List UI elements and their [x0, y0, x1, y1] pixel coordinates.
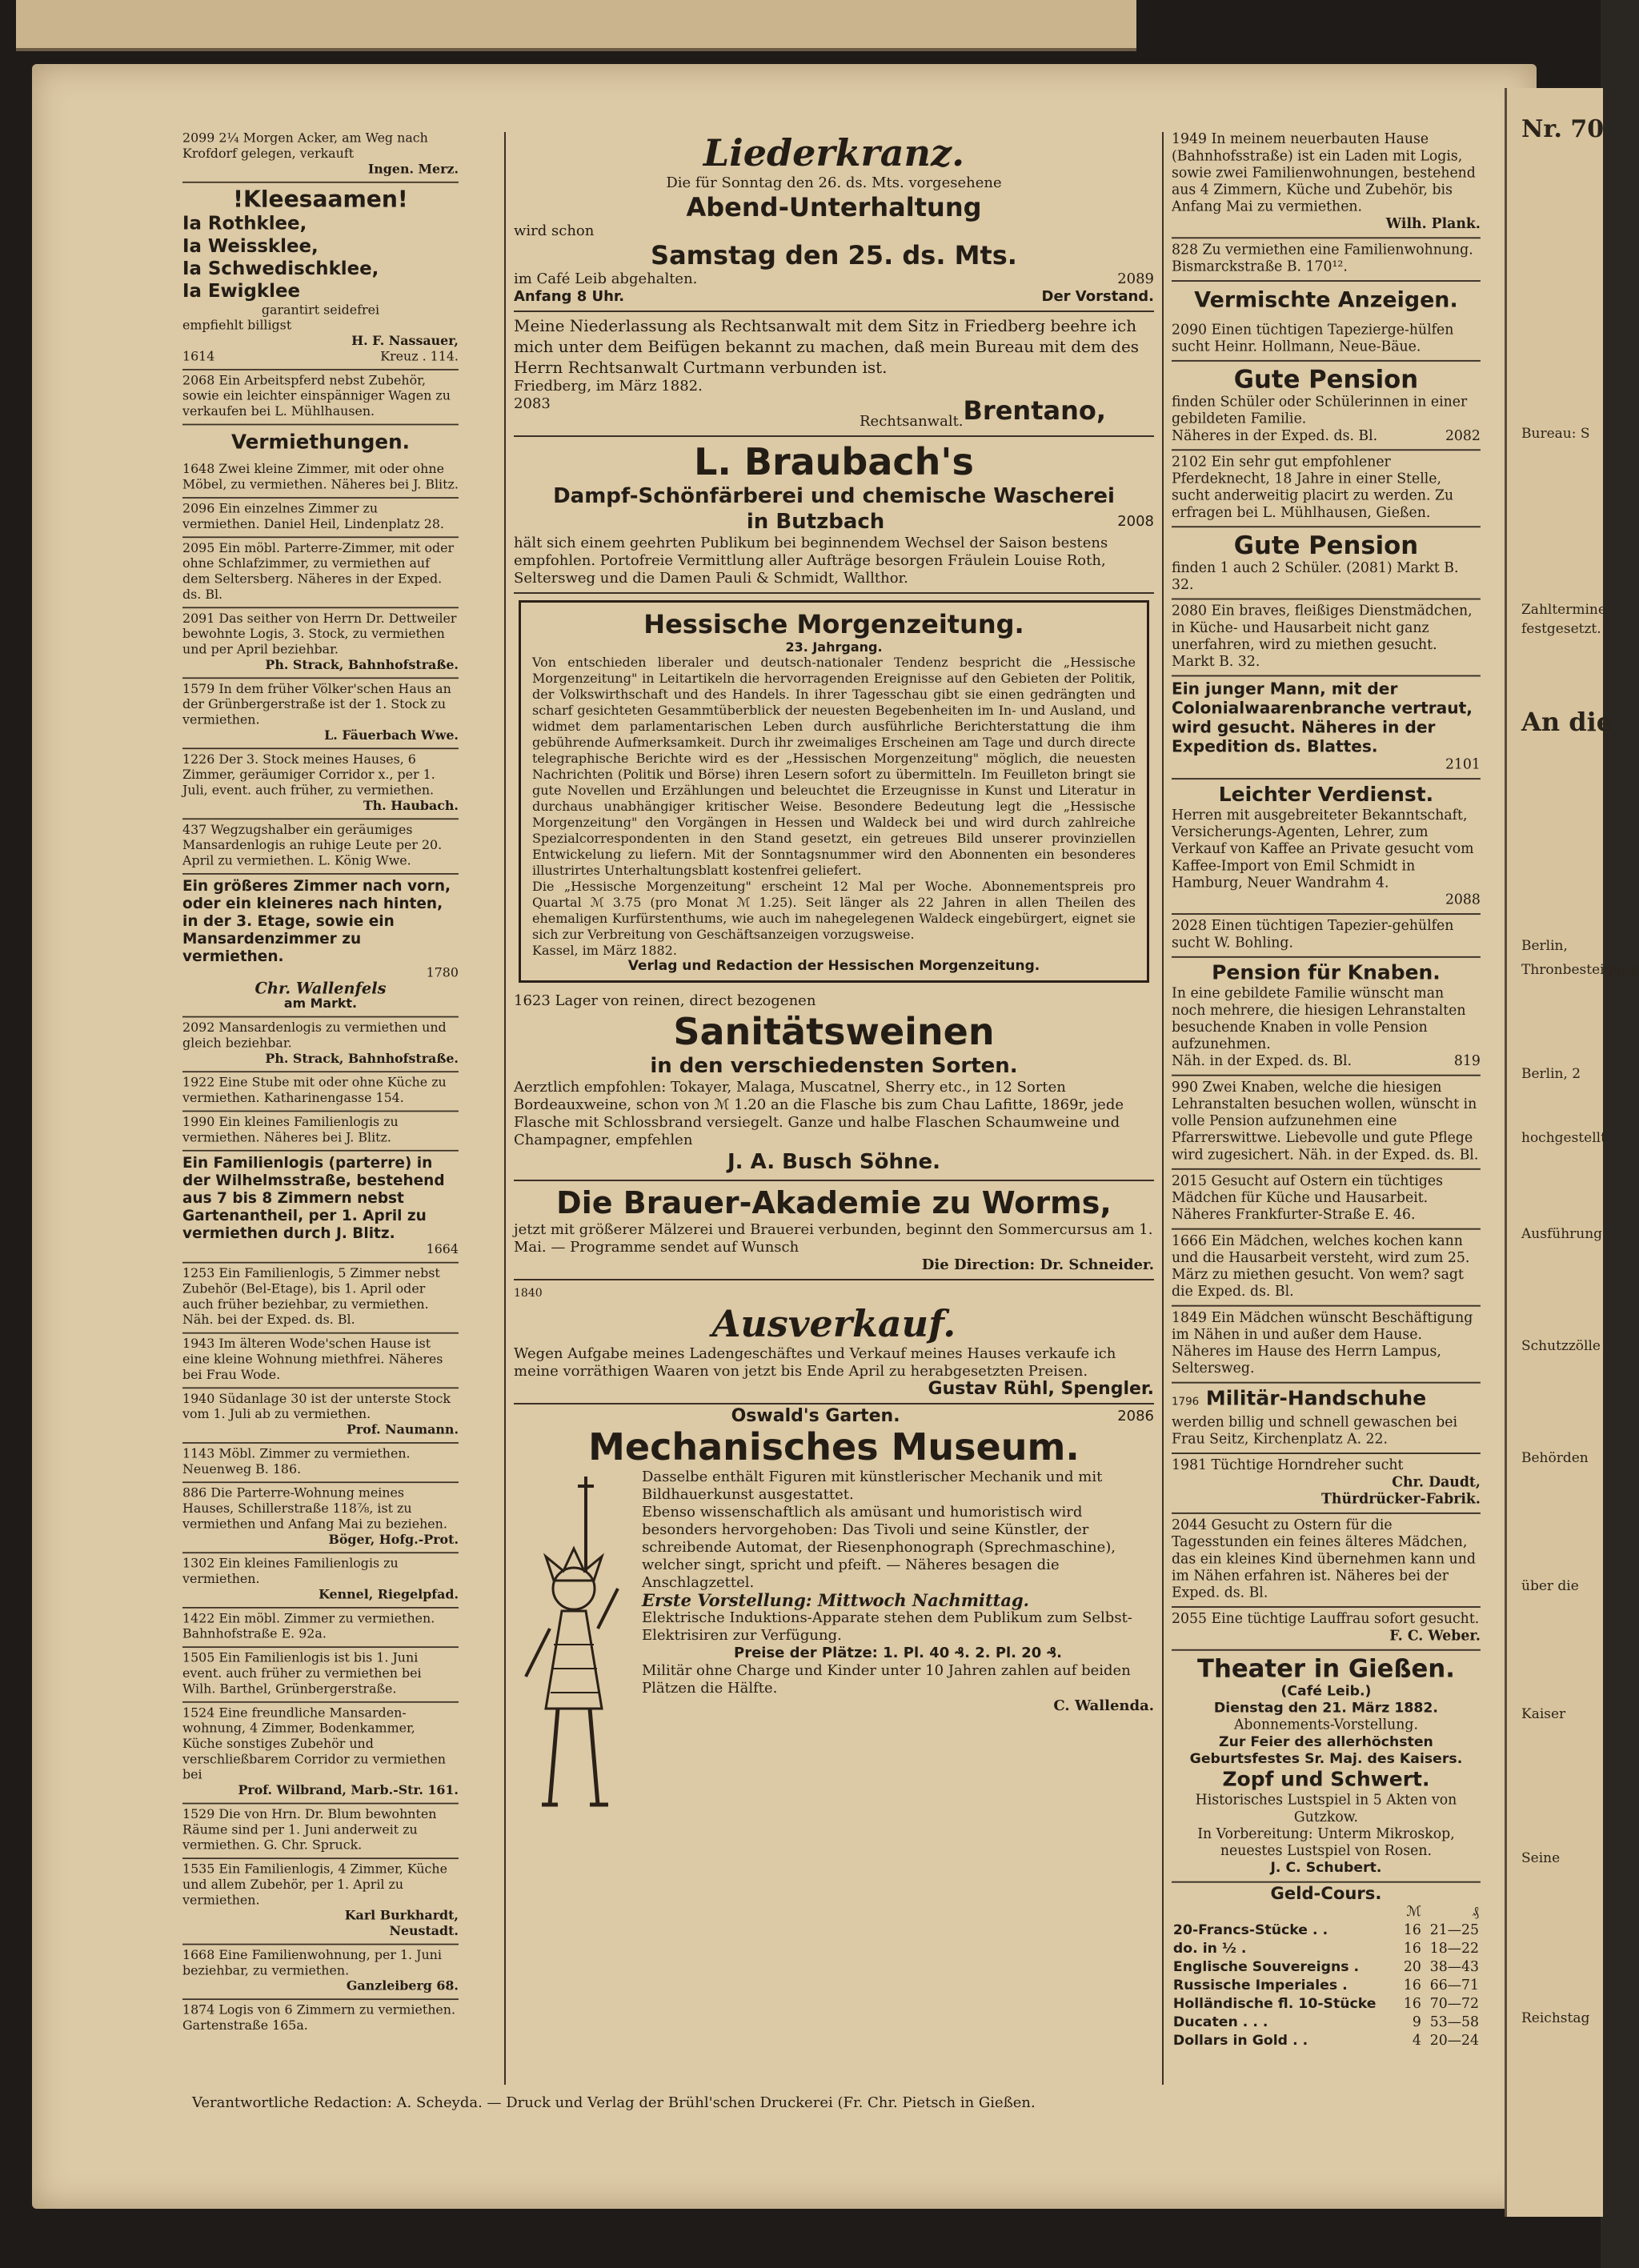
fragment: Behörden: [1521, 1450, 1589, 1466]
ad-hessische-morgenzeitung: Hessische Morgenzeitung. 23. Jahrgang. Von entschieden liberaler und deutsch-nationaler Tendenz bespricht die „Hessische Morgenzeitung" in Leitartikeln die hervorragenden Ereignisse auf den Gebieten der Politik, der Volkswirthschaft und des Handels. In ihrer Tagesschau gibt sie einen gedrängten und scharf gesichteten Gesammtüberblick der neuesten Begebenheiten im In- und Ausland, und widmet dem parlamentarischen Leben durch ausführliche Berichterstattung die ihm gebührende Aufmerksamkeit. Durch ihr zweimaliges Erscheinen am Tage und durch directe telegraphische Berichte wird es der „Hessischen Morgenzeitung" möglich, die neuesten Nachrichten (Politik und Börse) ihren Lesern sofort zu übermitteln. Im Feuilleton bringt sie gute Novellen und Erzählungen und beleuchtet die Erzeugnisse in Kunst und Literatur in durchaus unabhängiger kritischer Weise. Besondere Bedeutung legt die „Hessische Morgenzeitung" den Vorgängen in Hessen und Waldeck bei und wird durch zahlreiche Spezialcorrespondenten in den Stand gesetzt, ein getreues Bild unserer provinziellen Entwickelung zu liefern. Mit der Sonntagsnummer wird den Abonnenten ein besonderes illustrirtes Unterhaltungsblatt kostenfrei geliefert. Die „Hessische Morgenzeitung" erscheint 12 Mal per Woche. Abonnementspreis pro Quartal ℳ 3.75 (pro Monat ℳ 1.25). Seit länger als 22 Jahren in allen Theilen des ehemaligen Kurfürstenthums, wie auch im nahegelegenen Waldeck eingebürgert, eignet sie sich zur Verbreitung von Geschäftsanzeigen vorzugsweise. Kassel, im März 1882. Verlag und Redaction der Hessischen Morgenzeitung.: [519, 600, 1149, 983]
adjacent-page-fragment: [1505, 88, 1639, 2217]
table-row: 20-Francs-Stücke . . 16 21—25: [1172, 1921, 1479, 1938]
fragment: Reichstag: [1521, 2010, 1590, 2026]
ad-junger-mann: Ein junger Mann, mit der Colonialwaarenbranche vertraut, wird gesucht. Näheres in der Expedition ds. Blattes. 2101: [1172, 676, 1481, 779]
ad-militaer-handschuhe: 1796 Militär-Handschuhe werden billig und schnell gewaschen bei Frau Seitz, Kirchenplatz A. 22.: [1172, 1384, 1481, 1454]
middle-column: [514, 128, 1154, 1821]
puppet-illustration-icon: [514, 1469, 634, 1821]
fragment: Ausführung: [1521, 1226, 1603, 1242]
fragment: über die: [1521, 1578, 1579, 1594]
ad-sanitaetsweinen: 1623 Lager von reinen, direct bezogenen Sanitätsweinen in den verschiedensten Sorten. Aerztlich empfohlen: Tokayer, Malaga, Muscatnel, Sherry etc., in 12 Sorten Bordeauxweine, schon von ℳ 1.20 an die Flasche bis zum Chau Lafitte, 1869r, jede Flasche mit Schlossbrand versiegelt. Ganze und halbe Flaschen Schaumweine und Champagner, empfehlen J. A. Busch Söhne.: [514, 989, 1154, 1181]
ad-wallenfels: Ein größeres Zimmer nach vorn, oder ein kleineres nach hinten, in der 3. Etage, sowie ein Mansardenzimmer zu vermiethen. 1780 Chr. Wallenfels am Markt.: [182, 875, 459, 1018]
ad-title: Sanitätsweinen: [673, 1010, 995, 1053]
fragment: Bureau: S: [1521, 426, 1590, 442]
ad-title: Hessische Morgenzeitung.: [643, 609, 1024, 639]
geld-cours-table: [1172, 1883, 1481, 2055]
column-rule: [1162, 132, 1164, 2085]
ad-title: Die Brauer-Akademie zu Worms,: [556, 1185, 1112, 1220]
fragment: Seine: [1521, 1850, 1561, 1866]
ad-title: Ausverkauf.: [711, 1302, 956, 1345]
ad-title: Gute Pension: [1233, 364, 1419, 395]
ad-title: Theater in Gießen.: [1197, 1653, 1455, 1684]
table-row: Holländische fl. 10-Stücke 16 70—72: [1172, 1995, 1479, 2012]
ad-title: L. Braubach's: [694, 440, 974, 483]
fragment: hochgestellt: [1521, 1130, 1606, 1146]
column-rule: [504, 132, 506, 2085]
ad-title: Pension für Knaben.: [1212, 961, 1441, 985]
right-column: 1949 In meinem neuerbauten Hause (Bahnhofsstraße) ist ein Laden mit Logis, sowie zwei Familienwohnungen, bestehend aus 4 Zimmern, Küche und Zubehör, bis Anfang Mai zu vermiethen. Wilh. Plank. 828 Zu vermiethen eine Familienwohnung. Bismarckstraße B. 170¹². Vermischte Anzeigen. 2090 Einen tüchtigen Tapezierge-hülfen sucht Heinr. Hollmann, Neue-Bäue. Gute Pension finden Schüler oder Schülerinnen in einer gebildeten Familie. Näheres in der Exped. ds. Bl. 2082 2102 Ein sehr gut empfohlener Pferdeknecht, 18 Jahre in einer Stelle, sucht anderweitig placirt zu werden. Zu erfragen bei L. Mühlhausen, Gießen. Gute Pension finden 1 auch 2 Schüler. (2081) Markt B. 32. 2080 Ein braves, fleißiges Dienstmädchen, in Küche- und Hausarbeit nicht ganz unerfahren, wird zu miethen gesucht. Markt B. 32. Ein junger Mann, mit der Colonialwaarenbranche vertraut, wird gesucht. Näheres in der Expedition ds. Blattes. 2101 Leichter Verdienst. Herren mit ausgebreiteter Bekanntschaft, Versicherungs-Agenten, Lehrer, zum Verkauf von Kaffee an Private gesucht vom Kaffee-Import von Emil Schmidt in Hamburg, Neuer Wandrahm 4. 2088 2028 Einen tüchtigen Tapezier-gehülfen sucht W. Bohling. Pension für Knaben. In eine gebildete Familie wünscht man noch mehrere, die hiesigen Lehranstalten besuchende Knaben in volle Pension aufzunehmen. Näh. in der Exped. ds. Bl. 819 990 Zwei Knaben, welche die hiesigen Lehranstalten besuchen wollen, wünscht in volle Pension aufzunehmen eine Pfarrerswittwe. Liebevolle und gute Pflege wird zugesichert. Näh. in der Exped. ds. Bl. 2015 Gesucht auf Ostern ein tüchtiges Mädchen für Küche und Hausarbeit. Näheres Frankfurter-Straße E. 46. 1666 Ein Mädchen, welches kochen kann und die Hausarbeit versteht, wird zum 25. März zu miethen gesucht. Von wem? sagt die Exped. ds. Bl. 1849 Ein Mädchen wünscht Beschäftigung im Nähen in und außer dem Hause. Näheres im Hause des Herrn Lampus, Seltersweg. 1796 Militär-Handschuhe werden billig und schnell gewaschen bei Frau Seitz, Kirchenplatz A. 22. 1981 Tüchtige Horndreher sucht Chr. Daudt, Thürdrücker-Fabrik. 2044 Gesucht zu Ostern für die Tagesstunden ein feines älteres Mädchen, das ein kleines Kind übernehmen kann und im Nähen erfahren ist. Näheres bei der Exped. ds. Bl. 2055 Eine tüchtige Lauffrau sofort gesucht. F. C. Weber. Theater in Gießen. (Café Leib.) Dienstag den 21. März 1882. Abonnements-Vorstellung. Zur Feier des allerhöchsten Geburtsfestes Sr. Maj. des Kaisers. Zopf und Schwert. Historisches Lustspiel in 5 Akten von Gutzkow. In Vorbereitung: Unterm Mikroskop, neuestes Lustspiel von Rosen. J. C. Schubert. Geld-Cours. ℳ ₰ 20-Francs-Stücke . . 16 21—25 do. in ½ . 16 18—22 Englische Souvereigns . 20 38—43 Russische Imperiales . 16 66—71 Holländische fl. 10-Stücke 16 70—72 Ducaten . . . 9 53—58 Dollars in Gold . . 4 20—24: [1172, 128, 1481, 2055]
ad-theater: Theater in Gießen. (Café Leib.) Dienstag den 21. März 1882. Abonnements-Vorstellung. Zur Feier des allerhöchsten Geburtsfestes Sr. Maj. des Kaisers. Zopf und Schwert. Historisches Lustspiel in 5 Akten von Gutzkow. In Vorbereitung: Unterm Mikroskop, neuestes Lustspiel von Rosen. J. C. Schubert.: [1172, 1651, 1481, 1883]
ad-pferd: 2068 Ein Arbeitspferd nebst Zubehör, sowie ein leichter einspänniger Wagen zu verkaufen bei L. Mühlhausen.: [182, 371, 459, 426]
fragment: An die: [1521, 707, 1613, 737]
fragment: Schutzzölle: [1521, 1338, 1601, 1354]
table-row: Ducaten . . . 9 53—58: [1172, 2014, 1479, 2030]
exchange-rates: ℳ ₰ 20-Francs-Stücke . . 16 21—25 do. in ½ . 16 18—22 Englische Souvereigns . 20 38—43 Russische Imperiales . 16 66—71 Holländische fl. 10-Stücke 16 70—72 Ducaten . . . 9 53—58 Dollars in Gold . . 4 20—24: [1172, 1903, 1479, 2049]
ad-title: Mechanisches Museum.: [588, 1425, 1080, 1469]
ad-gute-pension: Gute Pension finden Schüler oder Schülerinnen in einer gebildeten Familie. Näheres in der Exped. ds. Bl. 2082: [1172, 362, 1481, 451]
fragment: Zahltermine: [1521, 602, 1606, 618]
ad-title: Militär-Handschuhe: [1205, 1387, 1427, 1411]
section-title: Vermischte Anzeigen.: [1194, 287, 1458, 313]
ad-brauer-akademie: Die Brauer-Akademie zu Worms, jetzt mit größerer Mälzerei und Brauerei verbunden, beginnt den Sommercursus am 1. Mai. — Programme sendet auf Wunsch Die Direction: Dr. Schneider.: [514, 1181, 1154, 1280]
previous-page-edge: [16, 0, 1136, 51]
ad-title: !Kleesaamen!: [233, 186, 408, 213]
fragment: Thronbesteigung: [1521, 962, 1639, 978]
ad-mechanisches-museum: Oswald's Garten. 2086 Mechanisches Museum. Dasselbe enthält Figuren mit künstlerischer Mechanik und mit Bildhauerkunst ausgestattet. Ebenso wissenschaftlich als amüsant und humoristisch wird besonders hervorgehoben: Das Tivoli und seine Künstler, der schreibende Automat, der Riesenphonograph (Sprechmaschine), welcher singt, spricht und pfeift. — Näheres besagen die Anschlagzettel. Erste Vorstellung: Mittwoch Nachmittag. Elektrische Induktions-Apparate stehen dem Publikum zum Selbst-Elektrisiren zur Verfügung. Preise der Plätze: 1. Pl. 40 ₰. 2. Pl. 20 ₰. Militär ohne Charge und Kinder unter 10 Jahren zahlen auf beiden Plätzen die Hälfte. C. Wallenda.: [514, 1404, 1154, 1720]
ad-ausverkauf: 1840 Ausverkauf. Wegen Aufgabe meines Ladengeschäftes und Verkauf meines Hauses verkaufe ich meine vorräthigen Waaren von jetzt bis Ende April zu herabgesetzten Preisen. Gustav Rühl, Spengler.: [514, 1280, 1154, 1404]
ad-title: Gute Pension: [1233, 531, 1419, 560]
table-row: Englische Souvereigns . 20 38—43: [1172, 1958, 1479, 1975]
ad-acker: 2099 2¼ Morgen Acker, am Weg nach Krofdorf gelegen, verkauft Ingen. Merz.: [182, 128, 459, 183]
table-title: Geld-Cours.: [1270, 1884, 1382, 1904]
ad-braubach: L. Braubach's Dampf-Schönfärberei und chemische Wascherei in Butzbach 2008 hält sich einem geehrten Publikum bei beginnendem Wechsel der Saison bestens empfohlen. Portofreie Vermittlung aller Aufträge besorgen Fräulein Louise Roth, Seltersweg und die Damen Pauli & Schmidt, Wallthor.: [514, 437, 1154, 594]
ad-familienlogis: Ein Familienlogis (parterre) in der Wilhelmsstraße, bestehend aus 7 bis 8 Zimmern nebst Gartenantheil, per 1. April zu vermiethen durch J. Blitz. 1664: [182, 1152, 459, 1264]
fragment: Berlin,: [1521, 938, 1568, 954]
ad-liederkranz: Liederkranz. Die für Sonntag den 26. ds. Mts. vorgesehene Abend-Unterhaltung wird schon Samstag den 25. ds. Mts. im Café Leib abgehalten. 2089 Anfang 8 Uhr. Der Vorstand.: [514, 128, 1154, 312]
ad-title: Leichter Verdienst.: [1218, 783, 1434, 807]
ad-gute-pension-2: Gute Pension finden 1 auch 2 Schüler. (2081) Markt B. 32.: [1172, 527, 1481, 599]
fragment: Kaiser: [1521, 1706, 1566, 1722]
ad-brentano: Meine Niederlassung als Rechtsanwalt mit dem Sitz in Friedberg beehre ich mich unter dem Beifügen bekannt zu machen, daß mein Bureau mit dem des Herrn Rechtsanwalt Curtmann verbunden ist. Friedberg, im März 1882. 2083 Brentano, Rechtsanwalt.: [514, 312, 1154, 437]
section-title: Vermiethungen.: [230, 430, 411, 454]
ad-kleesaamen: !Kleesaamen! Ia Rothklee, Ia Weissklee, Ia Schwedischklee, Ia Ewigklee garantirt seidefrei empfiehlt billigst H. F. Nassauer, 1614 Kreuz . 114.: [182, 183, 459, 371]
imprint-footer: Verantwortliche Redaction: A. Scheyda. — Druck und Verlag der Brühl'schen Druckerei (Fr. Chr. Pietsch in Gießen.: [192, 2094, 1036, 2111]
ad-leichter-verdienst: Leichter Verdienst. Herren mit ausgebreiteter Bekanntschaft, Versicherungs-Agenten, Lehrer, zum Verkauf von Kaffee an Private gesucht vom Kaffee-Import von Emil Schmidt in Hamburg, Neuer Wandrahm 4. 2088: [1172, 779, 1481, 915]
fragment: Nr. 70: [1521, 115, 1605, 143]
fragment: Berlin, 2: [1521, 1066, 1581, 1082]
fragment: festgesetzt.: [1521, 621, 1601, 637]
table-row: do. in ½ . 16 18—22: [1172, 1940, 1479, 1957]
table-row: Dollars in Gold . . 4 20—24: [1172, 2032, 1479, 2049]
table-row: Russische Imperiales . 16 66—71: [1172, 1977, 1479, 1994]
left-column: 2099 2¼ Morgen Acker, am Weg nach Krofdorf gelegen, verkauft Ingen. Merz. !Kleesaamen! Ia Rothklee, Ia Weissklee, Ia Schwedischklee, Ia Ewigklee garantirt seidefrei empfiehlt billigst H. F. Nassauer, 1614 Kreuz . 114. 2068 Ein Arbeitspferd nebst Zubehör, sowie ein leichter einspänniger Wagen zu verkaufen bei L. Mühlhausen. Vermiethungen. 1648 Zwei kleine Zimmer, mit oder ohne Möbel, zu vermiethen. Näheres bei J. Blitz. 2096 Ein einzelnes Zimmer zu vermiethen. Daniel Heil, Lindenplatz 28. 2095 Ein möbl. Parterre-Zimmer, mit oder ohne Schlafzimmer, zu vermiethen auf dem Seltersberg. Näheres in der Exped. ds. Bl. 2091 Das seither von Herrn Dr. Dettweiler bewohnte Logis, 3. Stock, zu vermiethen und per April beziehbar. Ph. Strack, Bahnhofstraße. 1579 In dem früher Völker'schen Haus an der Grünbergerstraße ist der 1. Stock zu vermiethen. L. Fäuerbach Wwe. 1226 Der 3. Stock meines Hauses, 6 Zimmer, geräumiger Corridor x., per 1. Juli, event. auch früher, zu vermiethen. Th. Haubach. 437 Wegzugshalber ein geräumiges Mansardenlogis an ruhige Leute per 20. April zu vermiethen. L. König Wwe. Ein größeres Zimmer nach vorn, oder ein kleineres nach hinten, in der 3. Etage, sowie ein Mansardenzimmer zu vermiethen. 1780 Chr. Wallenfels am Markt. 2092 Mansardenlogis zu vermiethen und gleich beziehbar. Ph. Strack, Bahnhofstraße. 1922 Eine Stube mit oder ohne Küche zu vermiethen. Katharinengasse 154. 1990 Ein kleines Familienlogis zu vermiethen. Näheres bei J. Blitz. Ein Familienlogis (parterre) in der Wilhelmsstraße, bestehend aus 7 bis 8 Zimmern nebst Gartenantheil, per 1. April zu vermiethen durch J. Blitz. 1664 1253 Ein Familienlogis, 5 Zimmer nebst Zubehör (Bel-Etage), bis 1. April oder auch früher beziehbar, zu vermiethen. Näh. bei der Exped. ds. Bl. 1943 Im älteren Wode'schen Hause ist eine kleine Wohnung miethfrei. Näheres bei Frau Wode. 1940 Südanlage 30 ist der unterste Stock vom 1. Juli ab zu vermiethen. Prof. Naumann. 1143 Möbl. Zimmer zu vermiethen. Neuenweg B. 186. 886 Die Parterre-Wohnung meines Hauses, Schillerstraße 118⅞, ist zu vermiethen und Anfang Mai zu beziehen. Böger, Hofg.-Prot. 1302 Ein kleines Familienlogis zu vermiethen. Kennel, Riegelpfad. 1422 Ein möbl. Zimmer zu vermiethen. Bahnhofstraße E. 92a. 1505 Ein Familienlogis ist bis 1. Juni event. auch früher zu vermiethen bei Wilh. Barthel, Grünbergerstraße. 1524 Eine freundliche Mansarden-wohnung, 4 Zimmer, Bodenkammer, Küche sonstiges Zubehör und verschließbarem Corridor zu vermiethen bei Prof. Wilbrand, Marb.-Str. 161. 1529 Die von Hrn. Dr. Blum bewohnten Räume sind per 1. Juni anderweit zu vermiethen. G. Chr. Spruck. 1535 Ein Familienlogis, 4 Zimmer, Küche und allem Zubehör, per 1. April zu vermiethen. Karl Burkhardt, Neustadt. 1668 Eine Familienwohnung, per 1. Juni beziehbar, zu vermiethen. Ganzleiberg 68. 1874 Logis von 6 Zimmern zu vermiethen. Gartenstraße 165a.: [182, 128, 459, 2038]
ad-pension-knaben: Pension für Knaben. In eine gebildete Familie wünscht man noch mehrere, die hiesigen Lehranstalten besuchende Knaben in volle Pension aufzunehmen. Näh. in der Exped. ds. Bl. 819: [1172, 958, 1481, 1076]
ad-title: Liederkranz.: [703, 131, 965, 174]
